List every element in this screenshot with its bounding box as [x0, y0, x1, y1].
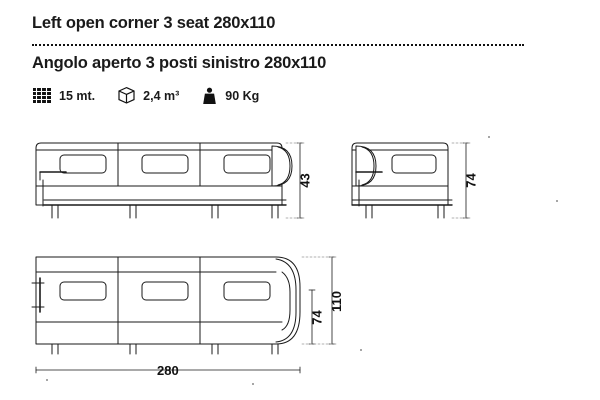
box-volume-icon [117, 86, 136, 105]
dimension-label-side-height: 74 [463, 173, 479, 188]
spec-fabric-value: 15 mt. [59, 88, 96, 103]
register-dot [46, 379, 48, 381]
side-elevation-sofa [352, 143, 452, 218]
fabric-swatch-icon [32, 87, 52, 104]
spec-fabric [32, 87, 95, 104]
spec-volume-value: 2,4 m³ [143, 88, 180, 103]
spec-volume [117, 86, 179, 105]
spec-weight-value: 90 Kg [225, 88, 260, 103]
dimension-label-plan-depth-seat: 74 [309, 310, 325, 325]
register-dot [488, 136, 490, 138]
front-elevation-sofa [36, 143, 292, 218]
dimension-label-front-height: 43 [297, 173, 313, 188]
spec-weight [201, 87, 259, 105]
dimension-label-plan-width: 280 [157, 363, 179, 378]
spec-row [32, 86, 281, 105]
dimension-label-plan-depth-total: 110 [328, 291, 344, 312]
register-dot [556, 200, 558, 202]
weight-icon [201, 87, 218, 105]
register-dot [360, 349, 362, 351]
page-title-it: Angolo aperto 3 posti sinistro 280x110 [32, 54, 327, 72]
divider [32, 44, 524, 46]
register-dot [252, 383, 254, 385]
page-title-en: Left open corner 3 seat 280x110 [32, 14, 276, 32]
plan-view-sofa [32, 257, 300, 354]
